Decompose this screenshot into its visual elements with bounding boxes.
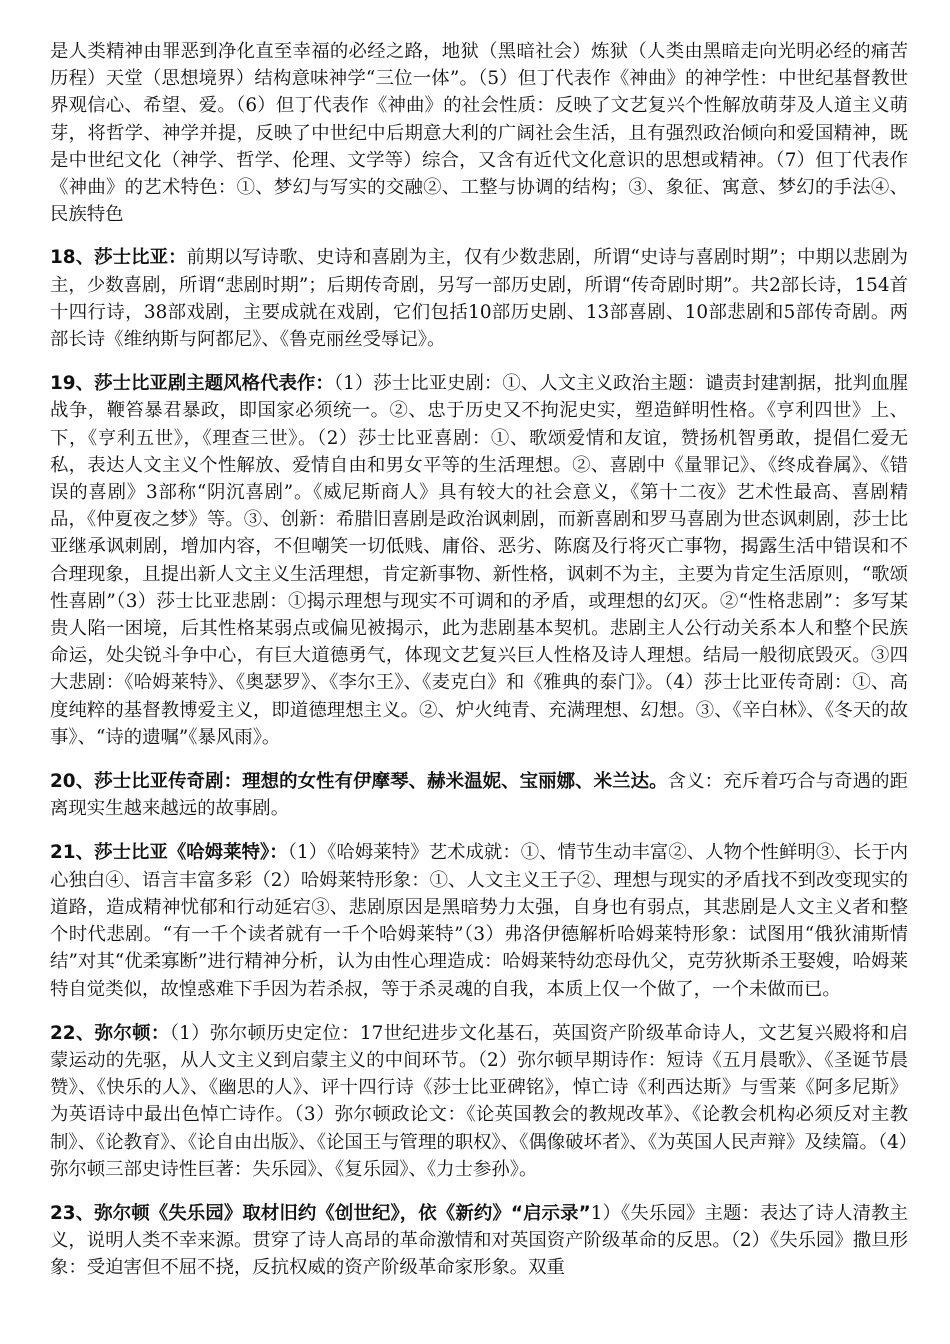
paragraph-text: 是人类精神由罪恶到净化直至幸福的必经之路，地狱（黑暗社会）炼狱（人类由黑暗走向光明必经的痛苦历程）天堂（思想境界）结构意味神学“三位一体”。（5）但丁代表作《神曲》的神学性：中世纪基督教世界观信心、希望、爱。（6）但丁代表作《神曲》的社会性质：反映了文艺复兴个性解放萌芽及人道主义萌芽，将哲学、神学并提，反映了中世纪中后期意大利的广阔社会生活，且有强烈政治倾向和爱国精神，既是中世纪文化（神学、哲学、伦理、文学等）综合，又含有近代文化意识的思想或精神。（7）但丁代表作《神曲》的艺术特色：①、梦幻与写实的交融②、工整与协调的结构；③、象征、寓意、梦幻的手法④、民族特色 [50,41,908,226]
document-page [50,38,908,1299]
paragraph-heading: 22、弥尔顿： [50,1022,170,1044]
paragraph-text: （1）弥尔顿历史定位：17世纪进步文化基石，英国资产阶级革命诗人，文艺复兴殿将和启蒙运动的先驱，从人文主义到启蒙主义的中间环节。（2）弥尔顿早期诗作：短诗《五月晨歌》、《圣诞节晨赞》、《快乐的人》、《幽思的人》、评十四行诗《莎士比亚碑铭》，悼亡诗《利西达斯》与雪莱《阿多尼斯》为英语诗中最出色悼亡诗作。（3）弥尔顿政论文：《论英国教会的教规改革》、《论教会机构必须反对主教制》、《论教育》、《论自由出版》、《论国王与管理的职权》、《偶像破坏者》、《为英国人民声辩》及续篇。（4）弥尔顿三部史诗性巨著：失乐园》、《复乐园》、《力士参孙》。 [50,1022,908,1180]
paragraph-heading: 23、弥尔顿《失乐园》取材旧约《创世纪》，依《新约》“启示录” [50,1202,591,1224]
paragraph-19-shakespeare-themes [50,370,908,751]
paragraph-20-romance-plays [50,768,908,822]
paragraph-text: （1）莎士比亚史剧：①、人文主义政治主题：谴责封建割据，批判血腥战争，鞭笞暴君暴政，即国家必须统一。②、忠于历史又不拘泥史实，塑造鲜明性格。《亨利四世》上、下，《亨利五世》，《理查三世》。（2）莎士比亚喜剧：①、歌颂爱情和友谊，赞扬机智勇敢，提倡仁爱无私，表达人文主义个性解放、爱情自由和男女平等的生活理想。②、喜剧中《量罪记》、《终成眷属》、《错误的喜剧》3部称“阴沉喜剧”。《威尼斯商人》具有较大的社会意义，《第十二夜》艺术性最高、喜剧精品，《仲夏夜之梦》等。③、创新：希腊旧喜剧是政治讽刺剧，而新喜剧和罗马喜剧为世态讽刺剧，莎士比亚继承讽刺剧，增加内容，不但嘲笑一切低贱、庸俗、恶劣、陈腐及行将灭亡事物，揭露生活中错误和不合理现象，且提出新人文主义生活理想，肯定新事物、新性格，讽刺不为主，主要为肯定生活原则，“歌颂性喜剧”（3）莎士比亚悲剧：①揭示理想与现实不可调和的矛盾，或理想的幻灭。②“性格悲剧”：多写某贵人陷一困境，后其性格某弱点或偏见被揭示，此为悲剧基本契机。悲剧主人公行动关系本人和整个民族命运，处尖锐斗争中心，有巨大道德勇气，体现文艺复兴巨人性格及诗人理想。结局一般彻底毁灭。③四大悲剧：《哈姆莱特》、《奥瑟罗》、《李尔王》、《麦克白》和《雅典的泰门》。（4）莎士比亚传奇剧：①、高度纯粹的基督教博爱主义，即道德理想主义。②、炉火纯青、充满理想、幻想。③、《辛白林》、《冬天的故事》、“诗的遗嘱”《暴风雨》。 [50,373,908,748]
paragraph-text: 前期以写诗歌、史诗和喜剧为主，仅有少数悲剧，所谓“史诗与喜剧时期”；中期以悲剧为主，少数喜剧，所谓“悲剧时期”；后期传奇剧，另写一部历史剧，所谓“传奇剧时期”。共2部长诗，154首十四行诗，38部戏剧，主要成就在戏剧，它们包括10部历史剧、13部喜剧、10部悲剧和5部传奇剧。两部长诗《维纳斯与阿都尼》、《鲁克丽丝受辱记》。 [50,247,908,351]
paragraph-heading: 20、莎士比亚传奇剧：理想的女性有伊摩琴、赫米温妮、宝丽娜、米兰达。 [50,771,668,793]
paragraph-dante-continued [50,38,908,228]
paragraph-text: 含义：充斥着巧合与奇遇的距离现实生越来越远的故事剧。 [50,771,908,820]
paragraph-21-hamlet [50,839,908,1002]
paragraph-heading: 19、莎士比亚剧主题风格代表作： [50,373,334,395]
paragraph-18-shakespeare [50,244,908,353]
paragraph-heading: 21、莎士比亚《哈姆莱特》： [50,842,288,864]
paragraph-23-paradise-lost [50,1200,908,1282]
paragraph-22-milton [50,1020,908,1183]
paragraph-text: （1）《哈姆莱特》艺术成就：①、情节生动丰富②、人物个性鲜明③、长于内心独白④、语言丰富多彩（2）哈姆莱特形象：①、人文主义王子②、理想与现实的矛盾找不到改变现实的道路，造成精神忧郁和行动延宕③、悲剧原因是黑暗势力太强，自身也有弱点，其悲剧是人文主义者和整个时代悲剧。“有一千个读者就有一千个哈姆莱特”（3）弗洛伊德解析哈姆莱特形象：试图用“俄狄浦斯情结”对其“优柔寡断”进行精神分析，认为由性心理造成：哈姆莱特幼恋母仇父，克劳狄斯杀王娶嫂，哈姆莱特自觉类似，故惶惑难下手因为若杀叔，等于杀灵魂的自我，本质上仅一个做了，一个未做而已。 [50,842,908,1000]
paragraph-heading: 18、莎士比亚： [50,247,187,269]
paragraph-text: 1）《失乐园》主题：表达了诗人清教主义，说明人类不幸来源。贯穿了诗人高昂的革命激情和对英国资产阶级革命的反思。（2）《失乐园》撒旦形象：受迫害但不屈不挠，反抗权威的资产阶级革命家形象。双重 [50,1202,908,1279]
